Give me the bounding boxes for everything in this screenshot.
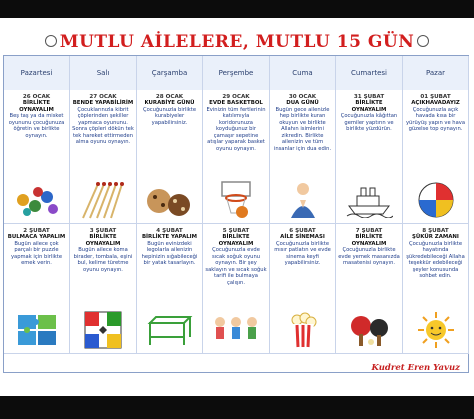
matchsticks-icon <box>70 180 136 220</box>
smiley-icon <box>417 35 429 47</box>
activity-description: Çocuğunuzla birlikte mısır patlatın ve evde sinema keyfi yapabilirsiniz. <box>274 240 331 267</box>
activity-description: Çocuğunuzla kâğıttan gemiler yaptırın ve birlikte yüzdürün. <box>340 113 398 133</box>
activity-cell <box>403 224 469 354</box>
day-header: Salı <box>70 56 137 90</box>
activity-description: Bugün ailece koma birader, tombala, eşini bul, kelime türetme oyunu oynayın. <box>73 247 133 273</box>
activity-date: 27 OCAK <box>89 94 117 100</box>
activity-date: 7 ŞUBAT <box>355 228 383 234</box>
basket-icon <box>203 180 269 220</box>
activity-cell <box>70 224 137 354</box>
sun-icon <box>403 310 468 350</box>
ball-icon <box>403 180 468 220</box>
bottom-black-band <box>0 396 474 419</box>
activity-title: KURABİYE GÜNÜ <box>144 100 195 106</box>
activity-cell <box>336 224 403 354</box>
activity-title: BİRLİKTE OYNAYALIM <box>85 234 121 247</box>
activity-date: 3 ŞUBAT <box>89 228 117 234</box>
activity-title: BİRLİKTE OYNAYALIM <box>19 100 54 113</box>
activity-title: DUA GÜNÜ <box>286 100 319 106</box>
activity-description: Çocuğunuzla evde sıcak soğuk oyunu oynayın. Bir şey saklayın ve sıcak soğuk tarifi ile bulmaya çalışın. <box>205 247 267 286</box>
activity-title: BİRLİKTE OYNAYALIM <box>218 234 254 247</box>
activity-cell <box>270 224 336 354</box>
activity-title: BİRLİKTE OYNAYALIM <box>351 234 387 247</box>
activity-cell <box>4 90 70 224</box>
day-header: Pazar <box>403 56 469 90</box>
prayer-icon <box>270 180 335 220</box>
activity-description: Çocuğunuzla açık havada kısa bir yürüyüş yapın ve hava güzelse top oynayın. <box>405 106 466 133</box>
smiley-icon <box>45 35 57 47</box>
day-header: Çarşamba <box>137 56 203 90</box>
activity-description: Beş taş ya da misket oyununu çocuğunuza öğretin ve birlikte oynayın. <box>8 113 65 139</box>
activity-description: Bugün gece ailenizle hep birlikte kuran okuyun ve birlikte Allahın isimlerini zikredin. Birlikte ailenizin ve tüm insanlar için dua edin. <box>273 106 332 153</box>
activity-description: Çocuklarınızla kibrit çöplerinden şekiller yapmaca oyununu. Sonra çöpleri dökün tek tek hareket ettirmeden alma oyunu oynayın. <box>72 106 134 146</box>
activity-title: ŞÜKÜR ZAMANI <box>412 234 459 240</box>
bed-icon <box>137 310 202 350</box>
activity-cell <box>203 90 270 224</box>
top-black-band <box>0 0 474 18</box>
activity-description: Bugün evinizdeki legolarla ailenizin hepinizin sığabileceği bir yatak tasarlayın. <box>141 240 198 267</box>
puzzle-icon <box>4 310 69 350</box>
author-signature: Kudret Eren Yavuz <box>371 363 460 373</box>
activity-date: 01 ŞUBAT <box>420 94 451 100</box>
page-title <box>0 32 474 52</box>
activity-date: 29 OCAK <box>222 94 250 100</box>
activity-date: 28 OCAK <box>155 94 184 100</box>
day-header: Perşembe <box>203 56 270 90</box>
marbles-icon <box>4 180 69 220</box>
kids-icon <box>203 310 269 350</box>
activity-date: 31 ŞUBAT <box>353 94 385 100</box>
activity-cell <box>4 224 70 354</box>
activity-title: EVDE BASKETBOL <box>209 100 263 106</box>
activity-description: Çocuğunuzla birlikte kurabiyeler yapabilirsiniz. <box>142 106 197 126</box>
activity-cell <box>203 224 270 354</box>
activity-title: AÇIKHAVADAYIZ <box>411 100 460 106</box>
activity-date: 8 ŞUBAT <box>422 228 449 234</box>
activity-cell <box>70 90 137 224</box>
activity-description: Evinizin tüm fertlerinin katılımıyla koridorunuza koyduğunuz bir çamaşır sepetine atışlar yaparak basket oyunu oynayın. <box>206 106 266 153</box>
activity-date: 2 ŞUBAT <box>23 228 50 234</box>
activity-cell <box>270 90 336 224</box>
popcorn-icon <box>270 310 335 350</box>
day-header: Pazartesi <box>4 56 70 90</box>
day-header: Cuma <box>270 56 336 90</box>
activity-cell <box>403 90 469 224</box>
title-text: MUTLU AİLELERE, MUTLU 15 GÜN <box>59 32 415 52</box>
activity-title: BİRLİKTE YAPALIM <box>141 234 198 240</box>
activity-description: Çocuğunuzla birlikte hayatında şükredebileceği Allaha teşekkür edebileceği şeyler konusunda sohbet edin. <box>406 240 465 280</box>
day-header: Cumartesi <box>336 56 403 90</box>
activity-date: 5 ŞUBAT <box>222 228 250 234</box>
activity-cell <box>336 90 403 224</box>
activity-title: AİLE SİNEMASI <box>280 234 325 240</box>
activity-description: Bugün ailece çok parçalı bir puzzle yapmak için birlikte emek verin. <box>10 240 63 267</box>
activity-cell <box>137 90 203 224</box>
activity-date: 26 OCAK <box>22 94 51 100</box>
activity-date: 30 OCAK <box>288 94 317 100</box>
pingpong-icon <box>336 310 402 350</box>
activity-title: BULMACA YAPALIM <box>7 234 66 240</box>
activity-cell <box>137 224 203 354</box>
ludo-icon <box>70 310 136 350</box>
activity-date: 4 ŞUBAT <box>156 228 183 234</box>
ship-icon <box>336 180 402 220</box>
activity-title: BENDE YAPABİLİRİM <box>72 100 134 106</box>
cookies-icon <box>137 180 202 220</box>
activity-description: Çocuğunuzla birlikte evde yemek masanızda masatenisi oynayın. <box>338 247 400 267</box>
activity-date: 6 ŞUBAT <box>289 228 316 234</box>
activity-title: BİRLİKTE OYNAYALIM <box>351 100 387 113</box>
